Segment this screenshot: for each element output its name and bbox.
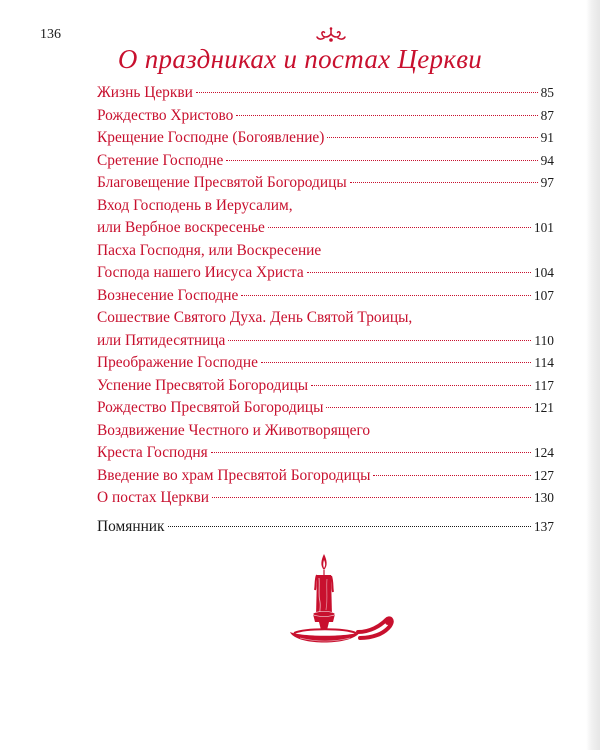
toc-entry-title: Рождество Христово	[97, 106, 234, 124]
toc-entry-title: Господа нашего Иисуса Христа	[97, 264, 304, 281]
dot-leader	[228, 340, 531, 341]
toc-entry-title: Благовещение Пресвятой Богородицы	[97, 174, 347, 191]
dot-leader	[327, 137, 537, 138]
dot-leader	[373, 475, 530, 476]
toc-entry	[97, 150, 554, 173]
toc-entry	[97, 375, 554, 398]
dot-leader	[307, 272, 531, 273]
toc-entry-title: или Пятидесятница	[97, 331, 226, 349]
toc-entry	[97, 285, 554, 308]
toc-entry	[97, 487, 554, 510]
toc-entry	[97, 397, 554, 420]
toc-entry-extra	[97, 516, 554, 539]
toc-entry	[97, 352, 554, 375]
toc-entry	[97, 330, 554, 353]
toc-entry-title: Рождество Пресвятой Богородицы	[97, 399, 324, 416]
toc-entry-title: Крещение Господне (Богоявление)	[97, 129, 325, 146]
toc-entry-page: 121	[533, 400, 554, 415]
dot-leader	[196, 92, 538, 93]
toc-entry-page: 130	[533, 490, 554, 505]
toc-entry-title: Сретение Господне	[97, 151, 224, 169]
toc-entry-page: 101	[533, 220, 554, 235]
dot-leader	[350, 182, 538, 183]
toc-entry-title: Введение во храм Пресвятой Богородицы	[97, 466, 371, 484]
dot-leader	[212, 497, 531, 498]
toc-entry-page: 127	[533, 467, 554, 483]
toc-entry-page: 91	[540, 130, 554, 145]
toc-entry	[97, 465, 554, 488]
dot-leader	[168, 526, 531, 527]
candle-holder-icon	[286, 548, 396, 658]
dot-leader	[311, 385, 531, 386]
table-of-contents	[97, 82, 554, 538]
dot-leader	[261, 362, 531, 363]
page-number: 136	[40, 27, 61, 42]
toc-entry-page: 107	[533, 287, 554, 303]
page-edge-shadow	[586, 0, 600, 750]
dot-leader	[236, 115, 537, 116]
toc-entry	[97, 172, 554, 195]
toc-entry	[97, 127, 554, 150]
toc-entry-title: или Вербное воскресенье	[97, 219, 265, 236]
toc-entry	[97, 105, 554, 128]
scroll-ornament-icon	[314, 26, 348, 44]
toc-entry-title: Успение Пресвятой Богородицы	[97, 376, 309, 394]
toc-entry-page: 124	[533, 445, 554, 460]
toc-entry-title: Помянник	[97, 517, 165, 535]
toc-entry-page: 117	[534, 377, 554, 393]
toc-entry-first-line: Вход Господень в Иерусалим,	[97, 196, 293, 214]
toc-entry-page: 87	[540, 107, 554, 123]
toc-entry-first-line: Воздвижение Честного и Животворящего	[97, 421, 371, 439]
dot-leader	[326, 407, 530, 408]
toc-entry-page: 137	[533, 518, 554, 534]
dot-leader	[226, 160, 537, 161]
toc-entry	[97, 82, 554, 105]
toc-entry-page: 85	[540, 85, 554, 100]
toc-entry-title: Преображение Господне	[97, 354, 258, 371]
toc-entry-title: Креста Господня	[97, 444, 208, 461]
toc-entry-title: Вознесение Господне	[97, 286, 239, 304]
toc-entry-first-line: Пасха Господня, или Воскресение	[97, 241, 322, 259]
dot-leader	[241, 295, 531, 296]
toc-entry	[97, 262, 554, 285]
toc-entry-page: 104	[533, 265, 554, 280]
toc-entry	[97, 442, 554, 465]
toc-entry-title: О постах Церкви	[97, 489, 210, 506]
toc-entry-page: 110	[534, 332, 554, 348]
toc-entry-page: 114	[534, 355, 554, 370]
toc-entry-title: Жизнь Церкви	[97, 84, 193, 101]
dot-leader	[268, 227, 531, 228]
dot-leader	[211, 452, 531, 453]
toc-entry-page: 97	[540, 175, 554, 190]
toc-entry-page: 94	[540, 152, 554, 168]
toc-entry-first-line: Сошествие Святого Духа. День Святой Троицы,	[97, 309, 413, 326]
section-title: О праздниках и постах Церкви	[117, 44, 483, 74]
toc-entry	[97, 217, 554, 240]
